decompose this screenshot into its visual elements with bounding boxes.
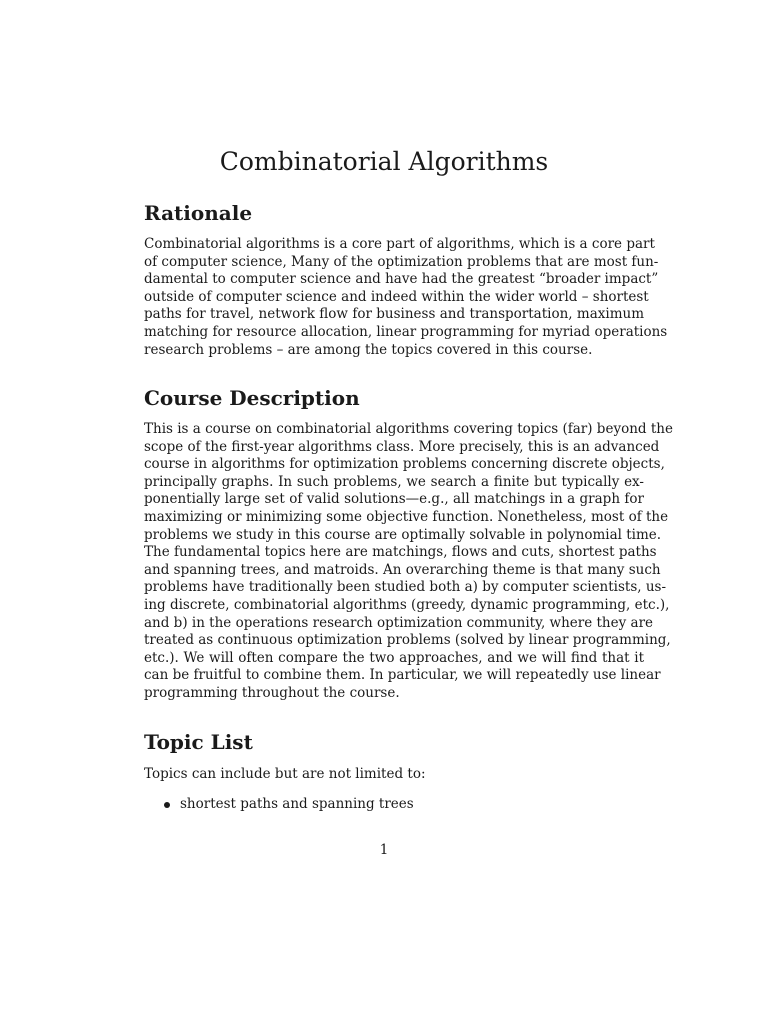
paragraph-line: matching for resource allocation, linear programming for myriad operations [144, 323, 668, 340]
paragraph-line: paths for travel, network flow for business and transportation, maximum [144, 306, 644, 323]
section-heading-topic-list: Topic List [144, 730, 253, 754]
paragraph-line: can be fruitful to combine them. In particular, we will repeatedly use linear [144, 667, 661, 684]
paragraph-line: ing discrete, combinatorial algorithms (greedy, dynamic programming, etc.), [144, 596, 670, 613]
paragraph-line: This is a course on combinatorial algorithms covering topics (far) beyond the [144, 421, 673, 437]
paragraph-line: Combinatorial algorithms is a core part of algorithms, which is a core part [144, 236, 655, 252]
paragraph-line: research problems – are among the topics covered in this course. [144, 341, 593, 358]
paragraph-line: programming throughout the course. [144, 684, 400, 701]
paragraph-line: ponentially large set of valid solutions—e.g., all matchings in a graph for [144, 491, 644, 508]
section-heading-course-description: Course Description [144, 386, 360, 410]
paragraph-line: damental to computer science and have had the greatest “broader impact” [144, 271, 659, 288]
document-title: Combinatorial Algorithms [219, 147, 549, 176]
paragraph-line: etc.). We will often compare the two approaches, and we will find that it [144, 649, 644, 666]
paragraph-line: Topics can include but are not limited to: [144, 766, 426, 782]
course-description-paragraph [144, 421, 673, 703]
paragraph-line: problems have traditionally been studied both a) by computer scientists, us- [144, 579, 667, 596]
bullet-icon [164, 802, 170, 808]
page-number: 1 [379, 842, 389, 858]
topic-bullet-list [162, 796, 414, 814]
paragraph-line: The fundamental topics here are matchings, flows and cuts, shortest paths [144, 544, 657, 561]
topic-list-intro [144, 766, 644, 784]
paragraph-line: scope of the first-year algorithms class. More precisely, this is an advanced [144, 438, 660, 455]
rationale-paragraph [144, 236, 668, 359]
paragraph-line: of computer science, Many of the optimization problems that are most fun- [144, 253, 659, 270]
paragraph-line: principally graphs. In such problems, we search a finite but typically ex- [144, 473, 644, 490]
paragraph-line: and b) in the operations research optimization community, where they are [144, 614, 654, 631]
section-heading-rationale: Rationale [144, 201, 253, 225]
paragraph-line: and spanning trees, and matroids. An overarching theme is that many such [144, 561, 661, 578]
list-item [162, 796, 414, 814]
paragraph-line: problems we study in this course are optimally solvable in polynomial time. [144, 526, 662, 543]
paragraph-line: course in algorithms for optimization problems concerning discrete objects, [144, 456, 665, 473]
paragraph-line: treated as continuous optimization problems (solved by linear programming, [144, 632, 671, 649]
paragraph-line: maximizing or minimizing some objective function. Nonetheless, most of the [144, 508, 669, 525]
paragraph-line: outside of computer science and indeed within the wider world – shortest [144, 288, 649, 305]
list-item-text: shortest paths and spanning trees [180, 796, 414, 812]
